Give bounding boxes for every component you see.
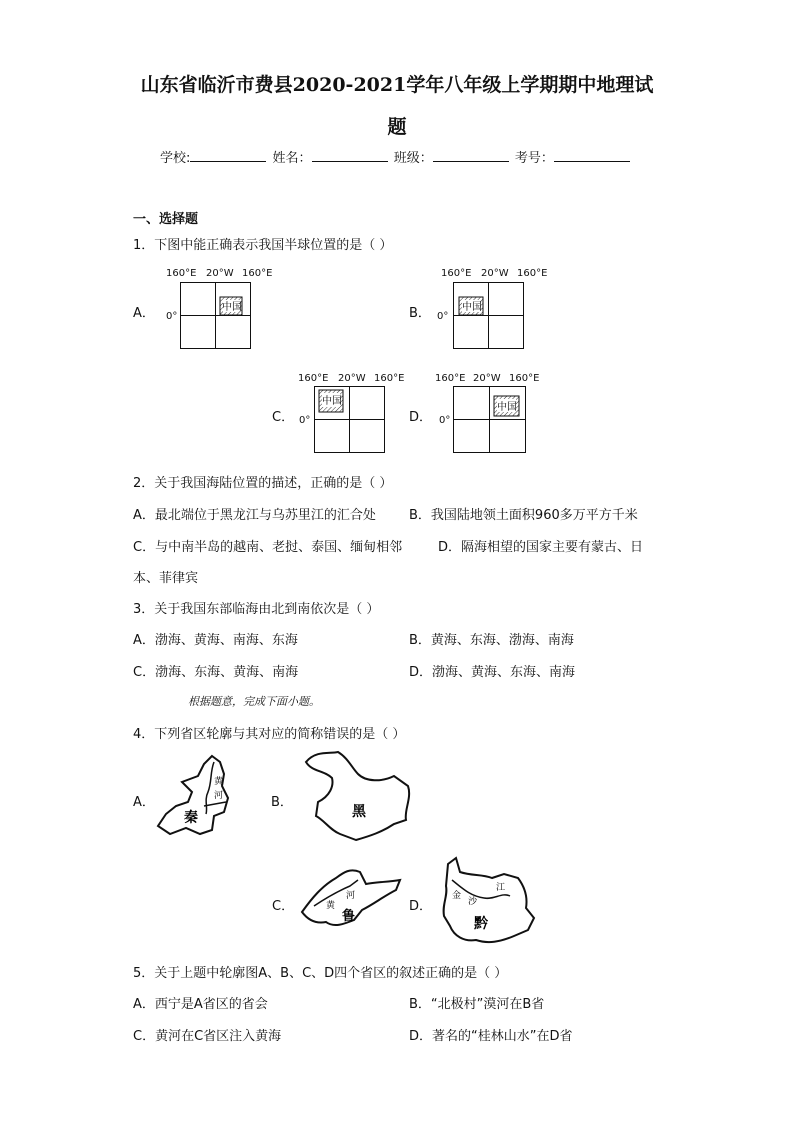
q1-stem: 1．下图中能正确表示我国半球位置的是（ ） <box>133 238 393 253</box>
q4-option-d[interactable]: D． <box>409 899 433 914</box>
q2-option-d-cont: 本、菲律宾 <box>133 571 199 586</box>
q4-option-b[interactable]: B． <box>271 795 293 810</box>
q5-stem: 5．关于上题中轮廓图A、B、C、D四个省区的叙述正确的是（ ） <box>133 966 508 981</box>
lon-label: 160°E <box>242 268 273 279</box>
q3-stem: 3．关于我国东部临海由北到南依次是（ ） <box>133 602 380 617</box>
river-label: 江 <box>496 883 506 893</box>
river-label: 黄 <box>326 901 336 911</box>
instruction-hint: 根据题意，完成下面小题。 <box>188 695 320 708</box>
q1-option-b[interactable]: B． <box>409 306 431 321</box>
lon-label: 160°E <box>166 268 197 279</box>
lon-label: 160°E <box>298 373 329 384</box>
river-label: 黄 <box>214 777 224 787</box>
school-blank[interactable] <box>190 149 266 162</box>
china-label: 中国 <box>497 402 517 413</box>
q2-option-b[interactable]: B．我国陆地领土面积960多万平方千米 <box>409 508 638 523</box>
province-abbr: 黔 <box>474 916 488 932</box>
paper-title-line1: 山东省临沂市费县2020-2021学年八年级上学期期中地理试 <box>140 74 654 96</box>
q4-stem: 4．下列省区轮廓与其对应的简称错误的是（ ） <box>133 727 406 742</box>
lon-label: 160°E <box>517 268 548 279</box>
hemisphere-grid <box>314 386 386 456</box>
china-label: 中国 <box>222 302 242 313</box>
q5-option-a[interactable]: A．西宁是A省区的省会 <box>133 997 268 1012</box>
student-info-row <box>160 147 632 166</box>
hemisphere-grid <box>180 282 252 352</box>
q5-option-c[interactable]: C．黄河在C省区注入黄海 <box>133 1029 282 1044</box>
exam-no-blank[interactable] <box>554 149 630 162</box>
china-label: 中国 <box>462 302 482 313</box>
lon-label: 20°W <box>206 268 234 279</box>
exam-no-label: 考号： <box>514 151 554 166</box>
q2-option-c[interactable]: C．与中南半岛的越南、老挝、泰国、缅甸相邻 <box>133 540 403 555</box>
name-label: 姓名： <box>272 151 312 166</box>
q3-option-c[interactable]: C．渤海、东海、黄海、南海 <box>133 665 299 680</box>
q2-option-d[interactable]: D．隔海相望的国家主要有蒙古、日 <box>438 540 644 555</box>
q3-option-a[interactable]: A．渤海、黄海、南海、东海 <box>133 633 298 648</box>
lon-label: 160°E <box>441 268 472 279</box>
lon-label: 160°E <box>374 373 405 384</box>
china-label: 中国 <box>322 396 342 407</box>
hemisphere-grid <box>453 386 527 456</box>
q1-option-c[interactable]: C． <box>272 410 295 425</box>
q4-option-c[interactable]: C． <box>272 899 295 914</box>
lat-label: 0° <box>437 311 449 322</box>
q3-option-d[interactable]: D．渤海、黄海、东海、南海 <box>409 665 576 680</box>
q3-option-b[interactable]: B．黄海、东海、渤海、南海 <box>409 633 574 648</box>
lat-label: 0° <box>166 311 178 322</box>
q1-option-a[interactable]: A． <box>133 306 155 321</box>
province-abbr: 秦 <box>184 810 198 826</box>
lon-label: 20°W <box>473 373 501 384</box>
q2-option-a[interactable]: A．最北端位于黑龙江与乌苏里江的汇合处 <box>133 508 376 523</box>
shaanxi-outline-map <box>152 752 242 842</box>
river-label: 金 <box>452 891 462 901</box>
class-blank[interactable] <box>433 149 509 162</box>
lat-label: 0° <box>439 415 451 426</box>
heilongjiang-outline-map <box>296 748 418 848</box>
guizhou-outline-map <box>434 856 540 948</box>
q2-stem: 2．关于我国海陆位置的描述，正确的是（ ） <box>133 476 393 491</box>
section-heading: 一、选择题 <box>133 212 199 227</box>
shandong-outline-map <box>296 858 406 938</box>
river-label: 沙 <box>468 897 478 907</box>
class-label: 班级： <box>393 151 433 166</box>
province-abbr: 鲁 <box>342 909 356 924</box>
q4-option-a[interactable]: A． <box>133 795 155 810</box>
paper-title-line2: 题 <box>387 116 407 138</box>
name-blank[interactable] <box>312 149 388 162</box>
river-label: 河 <box>214 791 224 801</box>
lon-label: 160°E <box>509 373 540 384</box>
q5-option-b[interactable]: B．“北极村”漠河在B省 <box>409 997 545 1012</box>
lat-label: 0° <box>299 415 311 426</box>
q5-option-d[interactable]: D．著名的“桂林山水”在D省 <box>409 1029 573 1044</box>
province-abbr: 黑 <box>352 804 366 820</box>
lon-label: 20°W <box>481 268 509 279</box>
hemisphere-grid <box>453 282 525 352</box>
school-label: 学校: <box>160 151 191 166</box>
lon-label: 20°W <box>338 373 366 384</box>
river-label: 河 <box>346 891 356 901</box>
lon-label: 160°E <box>435 373 466 384</box>
q1-option-d[interactable]: D． <box>409 410 433 425</box>
